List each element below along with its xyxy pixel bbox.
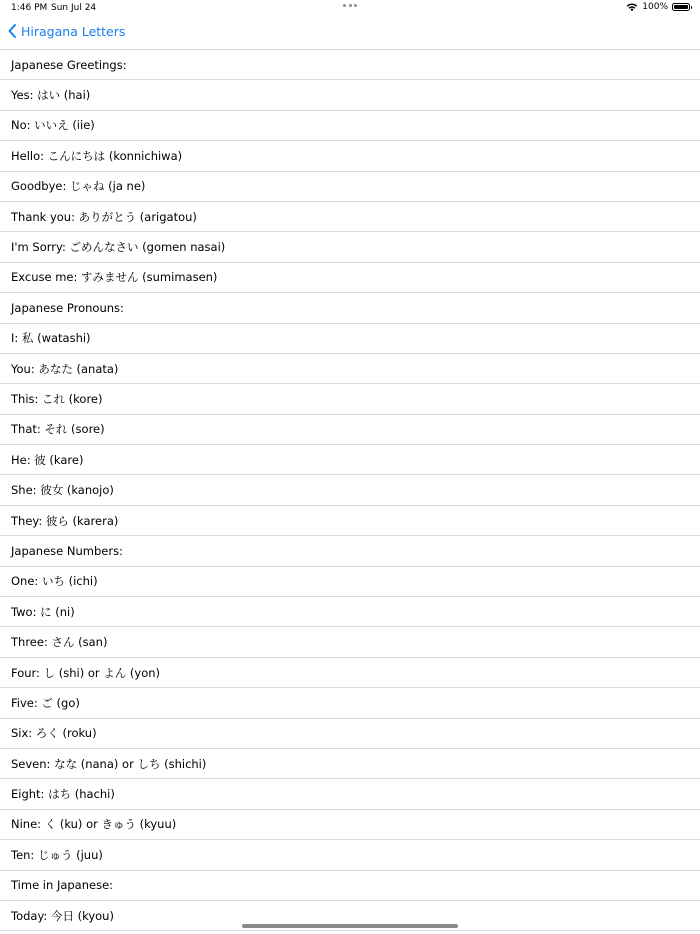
- list-item[interactable]: Thank you: ありがとう (arigatou): [0, 202, 700, 232]
- list-item[interactable]: Ten: じゅう (juu): [0, 840, 700, 870]
- status-bar: [0, 0, 700, 18]
- list-item[interactable]: Time in Japanese:: [0, 871, 700, 901]
- list-item[interactable]: Goodbye: じゃね (ja ne): [0, 172, 700, 202]
- status-time: 1:46 PM: [11, 3, 48, 13]
- list-item[interactable]: Four: し (shi) or よん (yon): [0, 658, 700, 688]
- list-item[interactable]: Japanese Pronouns:: [0, 293, 700, 323]
- phrase-list: [0, 50, 700, 931]
- list-item[interactable]: No: いいえ (iie): [0, 111, 700, 141]
- list-item[interactable]: Two: に (ni): [0, 597, 700, 627]
- list-item[interactable]: I'm Sorry: ごめんなさい (gomen nasai): [0, 232, 700, 262]
- battery-percent: 100%: [642, 2, 668, 12]
- list-item[interactable]: Japanese Greetings:: [0, 50, 700, 80]
- list-item[interactable]: Yes: はい (hai): [0, 80, 700, 110]
- list-item[interactable]: Nine: く (ku) or きゅう (kyuu): [0, 810, 700, 840]
- navigation-bar: [0, 18, 700, 50]
- list-item[interactable]: Excuse me: すみません (sumimasen): [0, 263, 700, 293]
- list-item[interactable]: Japanese Numbers:: [0, 536, 700, 566]
- list-item[interactable]: Five: ご (go): [0, 688, 700, 718]
- back-button[interactable]: [7, 23, 125, 39]
- list-item[interactable]: I: 私 (watashi): [0, 324, 700, 354]
- list-item[interactable]: They: 彼ら (karera): [0, 506, 700, 536]
- list-item[interactable]: That: それ (sore): [0, 415, 700, 445]
- list-item[interactable]: Today: 今日 (kyou): [0, 901, 700, 931]
- list-item[interactable]: Seven: なな (nana) or しち (shichi): [0, 749, 700, 779]
- list-item[interactable]: He: 彼 (kare): [0, 445, 700, 475]
- status-indicators: [626, 2, 690, 12]
- multitasking-dots-icon[interactable]: [343, 4, 357, 7]
- list-item[interactable]: Hello: こんにちは (konnichiwa): [0, 141, 700, 171]
- status-date: Sun Jul 24: [51, 3, 97, 13]
- back-button-label: Hiragana Letters: [21, 23, 126, 39]
- list-item[interactable]: Six: ろく (roku): [0, 719, 700, 749]
- list-item[interactable]: Eight: はち (hachi): [0, 779, 700, 809]
- chevron-left-icon: [7, 23, 17, 39]
- list-item[interactable]: Three: さん (san): [0, 627, 700, 657]
- list-item[interactable]: She: 彼女 (kanojo): [0, 475, 700, 505]
- list-item[interactable]: You: あなた (anata): [0, 354, 700, 384]
- home-indicator[interactable]: [242, 924, 458, 928]
- wifi-icon: [626, 2, 638, 12]
- list-item[interactable]: This: これ (kore): [0, 384, 700, 414]
- battery-icon: [672, 3, 690, 11]
- list-item[interactable]: One: いち (ichi): [0, 567, 700, 597]
